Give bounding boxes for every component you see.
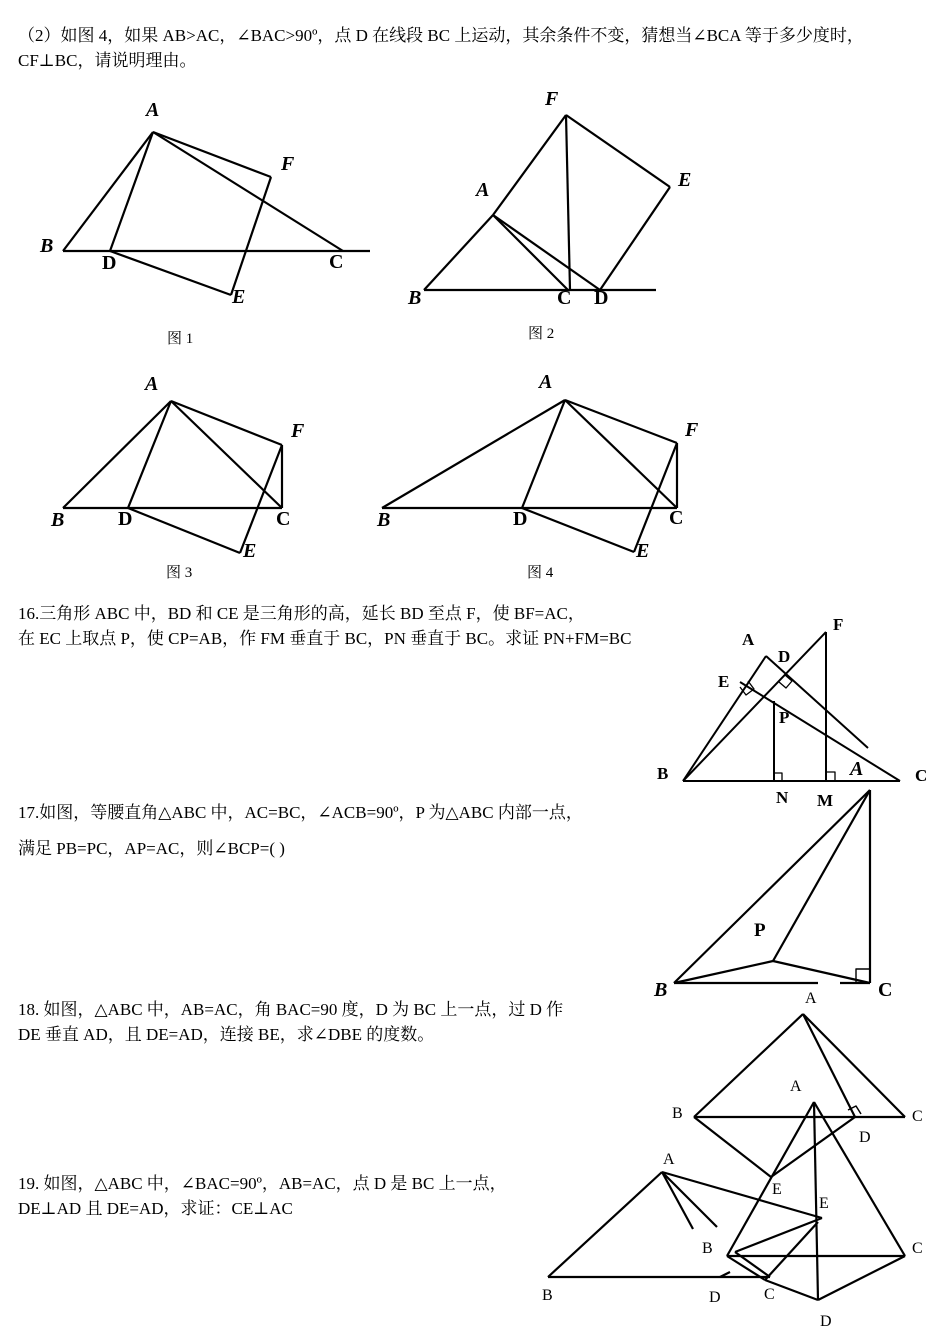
- figure-q18-diagram: [694, 1014, 905, 1177]
- fig17-label-b: B: [654, 979, 668, 1001]
- fig3-label-d: D: [118, 508, 133, 530]
- figure-caption-1: 图 1: [167, 331, 194, 347]
- fig4-label-a: A: [539, 371, 553, 393]
- fig2-label-b: B: [408, 287, 422, 309]
- figure-caption-2: 图 2: [528, 326, 555, 342]
- fig18-label-c: C: [912, 1108, 923, 1125]
- fig18-label-a: A: [805, 990, 817, 1007]
- fig17-label-c: C: [878, 979, 893, 1001]
- q19-line1: 19. 如图，△ABC 中，∠BAC=90º，AB=AC，点 D 是 BC 上一点，: [18, 1174, 507, 1193]
- fig16-label-b: B: [657, 764, 669, 783]
- fig3-label-f: F: [291, 420, 305, 442]
- fig3-label-a: A: [145, 373, 159, 395]
- fig2-label-f: F: [545, 88, 559, 110]
- fig19-label-c: C: [764, 1286, 775, 1303]
- fig18b-label-b: B: [702, 1240, 713, 1257]
- fig4-label-b: B: [377, 509, 391, 531]
- fig17-label-a: A: [850, 758, 864, 780]
- fig4-label-c: C: [669, 507, 684, 529]
- fig16-label-m: M: [817, 791, 834, 810]
- figure-4-diagram: [382, 400, 677, 552]
- fig2-label-d: D: [594, 287, 609, 309]
- fig1-label-a: A: [146, 99, 160, 121]
- fig2-label-e: E: [678, 169, 692, 191]
- fig17-label-p: P: [754, 920, 766, 941]
- q15-part2-line1: （2）如图 4，如果 AB>AC，∠BAC>90º，点 D 在线段 BC 上运动，其余条件不变，猜想当∠BCA 等于多少度时，: [18, 26, 864, 45]
- fig16-label-n: N: [776, 788, 789, 807]
- q15-part2-line2: CF⊥BC，请说明理由。: [18, 51, 197, 70]
- fig1-label-c: C: [329, 251, 344, 273]
- figure-q17-diagram: [674, 790, 870, 983]
- fig16-label-e: E: [718, 672, 730, 691]
- fig18b-label-c: C: [912, 1240, 923, 1257]
- figure-caption-4: 图 4: [527, 565, 554, 581]
- fig18-label-e: E: [772, 1181, 782, 1198]
- fig18b-label-e: E: [819, 1195, 829, 1212]
- fig3-label-c: C: [276, 508, 291, 530]
- fig1-label-b: B: [40, 235, 54, 257]
- q17-line2: 满足 PB=PC，AP=AC，则∠BCP=( ): [18, 839, 285, 858]
- q18-line1: 18. 如图，△ABC 中，AB=AC，角 BAC=90 度，D 为 BC 上一点，过 D 作: [18, 1000, 564, 1019]
- figure-caption-3: 图 3: [166, 565, 193, 581]
- fig3-label-e: E: [243, 540, 257, 562]
- fig19-label-b: B: [542, 1287, 553, 1304]
- fig16-label-f: F: [833, 615, 844, 634]
- figure-2-diagram: [424, 115, 670, 290]
- fig16-label-p: P: [779, 708, 790, 727]
- q16-line1: 16.三角形 ABC 中，BD 和 CE 是三角形的高，延长 BD 至点 F，使 BF=AC，: [18, 604, 585, 623]
- q18-line2: DE 垂直 AD，且 DE=AD，连接 BE，求∠DBE 的度数。: [18, 1025, 435, 1044]
- fig18b-label-d: D: [820, 1313, 832, 1330]
- fig19-label-a: A: [663, 1151, 675, 1168]
- fig17-label-c-top: C: [915, 766, 928, 785]
- fig4-label-f: F: [685, 419, 699, 441]
- fig1-label-f: F: [281, 153, 295, 175]
- fig3-label-b: B: [51, 509, 65, 531]
- fig1-label-e: E: [232, 286, 246, 308]
- figure-q18b-diagram: [727, 1102, 905, 1300]
- fig4-label-e: E: [636, 540, 650, 562]
- fig18-label-b: B: [672, 1105, 683, 1122]
- fig4-label-d: D: [513, 508, 528, 530]
- q16-line2: 在 EC 上取点 P，使 CP=AB，作 FM 垂直于 BC，PN 垂直于 BC。求证 PN+FM=BC: [18, 629, 632, 648]
- fig2-label-a: A: [476, 179, 490, 201]
- figure-3-diagram: [63, 401, 282, 553]
- fig18-label-d: D: [859, 1129, 871, 1146]
- fig1-label-d: D: [102, 252, 117, 274]
- q19-line2: DE⊥AD 且 DE=AD，求证：CE⊥AC: [18, 1199, 293, 1218]
- q17-line1: 17.如图，等腰直角△ABC 中，AC=BC，∠ACB=90º，P 为△ABC 内部一点，: [18, 803, 583, 822]
- fig18b-label-a: A: [790, 1078, 802, 1095]
- fig2-label-c: C: [557, 287, 572, 309]
- fig16-label-d: D: [778, 647, 791, 666]
- fig19-label-d: D: [709, 1289, 721, 1306]
- fig16-label-a: A: [742, 630, 755, 649]
- figure-q16-diagram: [683, 632, 900, 781]
